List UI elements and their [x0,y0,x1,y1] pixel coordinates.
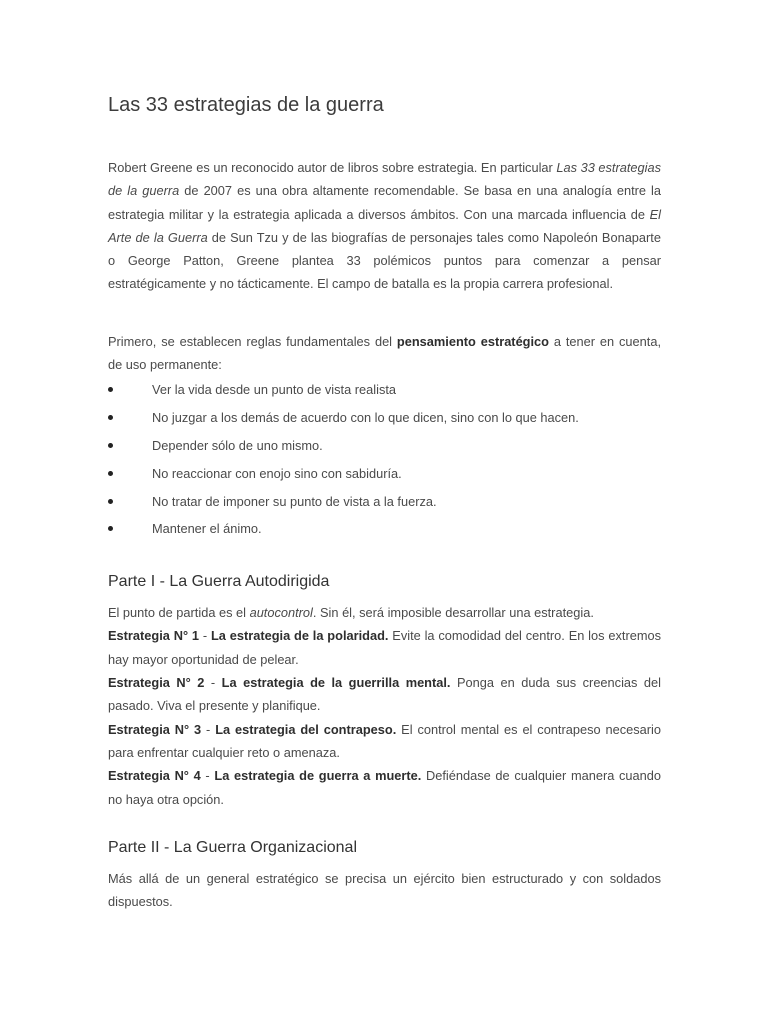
intro-text-3: de Sun Tzu y de las biografías de personajes tales como Napoleón Bonaparte o George Patton, Greene plantea 33 polémicos puntos para comenzar a pensar estratégicamente y no tácticamente. El campo de batalla es la propia carrera profesional. [108,229,661,292]
intro-text-2: de 2007 es una obra altamente recomendable. Se basa en una analogía entre la estrategia militar y la estrategia aplicada a diversos ámbitos. Con una marcada influencia de [108,183,662,222]
strategy-4 [108,764,661,811]
section-heading-part-2: Parte II - La Guerra Organizacional [108,838,358,856]
strategy-name: La estrategia de guerra a muerte. [214,768,422,784]
strategy-label: Estrategia N° 4 [108,768,201,784]
rules-intro-paragraph [108,330,661,377]
strategy-1 [108,624,661,671]
strategy-name: La estrategia del contrapeso. [215,721,397,737]
strategy-2 [108,671,661,718]
list-item [108,376,661,404]
bullet-icon [108,526,113,531]
strategy-separator: - [201,721,216,737]
list-item-text: No tratar de imponer su punto de vista a la fuerza. [152,493,437,509]
rules-list [108,376,661,543]
part-1-intro [108,601,661,624]
rules-intro-bold: pensamiento estratégico [396,333,549,349]
intro-paragraph [108,156,661,296]
strategy-name: La estrategia de la guerrilla mental. [221,675,451,691]
reference-book-italic: El Arte de la Guerra [108,206,661,245]
list-item-text: Mantener el ánimo. [152,521,262,537]
list-item [108,404,661,432]
strategy-3 [108,718,661,765]
strategy-label: Estrategia N° 2 [108,675,205,691]
strategy-description: El control mental es el contrapeso necesario para enfrentar cualquier reto o amenaza. [108,721,661,760]
part-1-intro-text-1: El punto de partida es el [108,605,250,621]
bullet-icon [108,499,113,504]
bullet-icon [108,471,113,476]
strategy-separator: - [199,628,211,644]
list-item [108,432,661,460]
list-item [108,460,661,488]
rules-intro-text-2: a tener en cuenta, de uso permanente: [108,333,662,373]
strategy-description: Defiéndase de cualquier manera cuando no haya otra opción. [108,768,662,807]
rules-intro-text-1: Primero, se establecen reglas fundamentales del [108,333,397,349]
article-body [108,92,661,913]
bullet-icon [108,415,113,420]
list-item [108,515,661,543]
book-title-italic: Las 33 estrategias de la guerra [108,160,661,199]
bullet-icon [108,443,113,448]
section-heading-part-1: Parte I - La Guerra Autodirigida [108,573,330,591]
bullet-icon [108,387,113,392]
strategy-description: Ponga en duda sus creencias del pasado. Viva el presente y planifique. [108,675,662,714]
page-title: Las 33 estrategias de la guerra [108,94,384,116]
list-item-text: Depender sólo de uno mismo. [152,437,323,453]
strategy-label: Estrategia N° 1 [108,628,200,644]
intro-text-1: Robert Greene es un reconocido autor de libros sobre estrategia. En particular [108,160,557,175]
part-2-intro: Más allá de un general estratégico se precisa un ejército bien estructurado y con soldados dispuestos. [108,870,661,910]
part-1-intro-text-2: . Sin él, será imposible desarrollar una estrategia. [312,605,594,621]
list-item-text: Ver la vida desde un punto de vista realista [152,382,397,398]
list-item-text: No reaccionar con enojo sino con sabiduría. [152,465,402,481]
list-item [108,488,661,516]
strategy-label: Estrategia N° 3 [108,721,202,737]
part-1-intro-italic: autocontrol [249,605,313,621]
strategy-separator: - [200,768,215,784]
list-item-text: No juzgar a los demás de acuerdo con lo que dicen, sino con lo que hacen. [152,410,579,426]
strategy-description: Evite la comodidad del centro. En los extremos hay mayor oportunidad de pelear. [108,628,662,667]
strategy-separator: - [204,675,222,691]
strategy-name: La estrategia de la polaridad. [210,628,389,644]
